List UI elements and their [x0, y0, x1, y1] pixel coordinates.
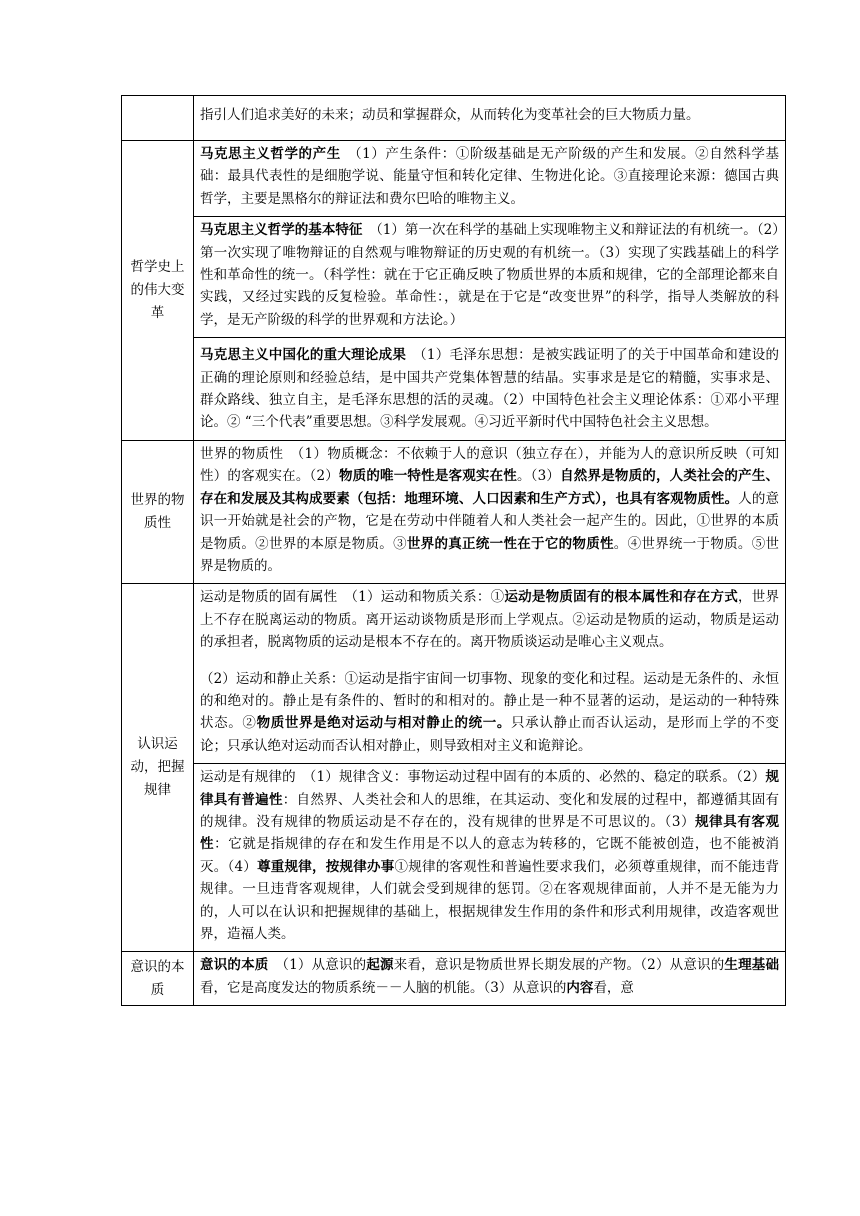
table-row: [122, 440, 786, 583]
section-materiality: 世界的物质性 （1）物质概念：不依赖于人的意识（独立存在），并能为人的意识所反映（可知性）的客观实在。（2）物质的唯一特性是客观实在性。（3）自然界是物质的，人类社会的产生、存在和发展及其构成要素（包括：地理环境、人口因素和生产方式），也具有客观物质性。人的意识一开始就是社会的产物，它是在劳动中伴随着人和人类社会一起产生的。因此，①世界的本质是物质。②世界的本原是物质。③世界的真正统一性在于它的物质性。④世界统一于物质。⑤世界是物质的。: [200, 445, 780, 574]
section-consciousness: 意识的本质 （1）从意识的起源来看，意识是物质世界长期发展的产物。（2）从意识的生理基础看，它是高度发达的物质系统－－人脑的机能。（3）从意识的内容看，意: [200, 957, 780, 996]
section-sinicization: 马克思主义中国化的重大理论成果 （1）毛泽东思想：是被实践证明了的关于中国革命和建设的正确的理论原则和经验总结，是中国共产党集体智慧的结晶。实事求是是它的精髓，实事求是、群众路线、独立自主，是毛泽东思想的活的灵魂。（2）中国特色社会主义理论体系：①邓小平理论。② “三个代表”重要思想。③科学发展观。④习近平新时代中国特色社会主义思想。: [194, 337, 785, 440]
row-heading: 哲学史上的伟大变革: [122, 141, 194, 441]
row-content: [194, 96, 786, 141]
row-heading: 认识运动，把握规律: [122, 584, 194, 952]
row-heading: [122, 96, 194, 141]
paragraph: 指引人们追求美好的未来；动员和掌握群众，从而转化为变革社会的巨大物质力量。: [200, 107, 700, 123]
notes-table: [121, 95, 786, 1006]
row-content: [194, 141, 786, 441]
table-row: [122, 141, 786, 441]
row-heading: 世界的物质性: [122, 440, 194, 583]
row-heading: 意识的本质: [122, 952, 194, 1006]
section-motion-rest: （2）运动和静止关系：①运动是指宇宙间一切事物、现象的变化和过程。运动是无条件的、永恒的和绝对的。静止是有条件的、暂时的和相对的。静止是一种不显著的运动，是运动的一种特殊状态。②物质世界是绝对运动与相对静止的统一。只承认静止而否认运动，是形而上学的不变论；只承认绝对运动而否认相对静止，则导致相对主义和诡辩论。: [200, 670, 780, 754]
section-marxist-origin: 马克思主义哲学的产生 （1）产生条件：①阶级基础是无产阶级的产生和发展。②自然科学基础：最具代表性的是细胞学说、能量守恒和转化定律、生物进化论。③直接理论来源：德国古典哲学，主要是黑格尔的辩证法和费尔巴哈的唯物主义。: [200, 146, 780, 207]
section-marxist-features: 马克思主义哲学的基本特征 （1）第一次在科学的基础上实现唯物主义和辩证法的有机统一。（2）第一次实现了唯物辩证的自然观与唯物辩证的历史观的有机统一。（3）实现了实践基础上的科学性和革命性的统一。（科学性：就在于它正确反映了物质世界的本质和规律，它的全部理论都来自实践，又经过实践的反复检验。革命性：，就是在于它是“改变世界”的科学，指导人类解放的科学，是无产阶级的科学的世界观和方法论。）: [194, 216, 785, 337]
section-motion-attribute: 运动是物质的固有属性 （1）运动和物质关系：①运动是物质固有的根本属性和存在方式，世界上不存在脱离运动的物质。离开运动谈物质是形而上学观点。②运动是物质的运动，物质是运动的承担者，脱离物质的运动是根本不存在的。离开物质谈运动是唯心主义观点。: [200, 589, 780, 651]
row-content: [194, 952, 786, 1006]
table-row: [122, 96, 786, 141]
section-motion-law: 运动是有规律的 （1）规律含义：事物运动过程中固有的本质的、必然的、稳定的联系。（2）规律具有普遍性：自然界、人类社会和人的思维，在其运动、变化和发展的过程中，都遵循其固有的规律。没有规律的物质运动是不存在的，没有规律的世界是不可思议的。（3）规律具有客观性：它就是指规律的存在和发生作用是不以人的意志为转移的，它既不能被创造，也不能被消灭。（4）尊重规律，按规律办事①规律的客观性和普遍性要求我们，必须尊重规律，而不能违背规律。一旦违背客观规律，人们就会受到规律的惩罚。②在客观规律面前，人并不是无能为力的，人可以在认识和把握规律的基础上，根据规律发生作用的条件和形式利用规律，改造客观世界，造福人类。: [194, 763, 785, 951]
table-row: [122, 952, 786, 1006]
row-content: [194, 584, 786, 952]
row-content: [194, 440, 786, 583]
table-row: [122, 584, 786, 952]
